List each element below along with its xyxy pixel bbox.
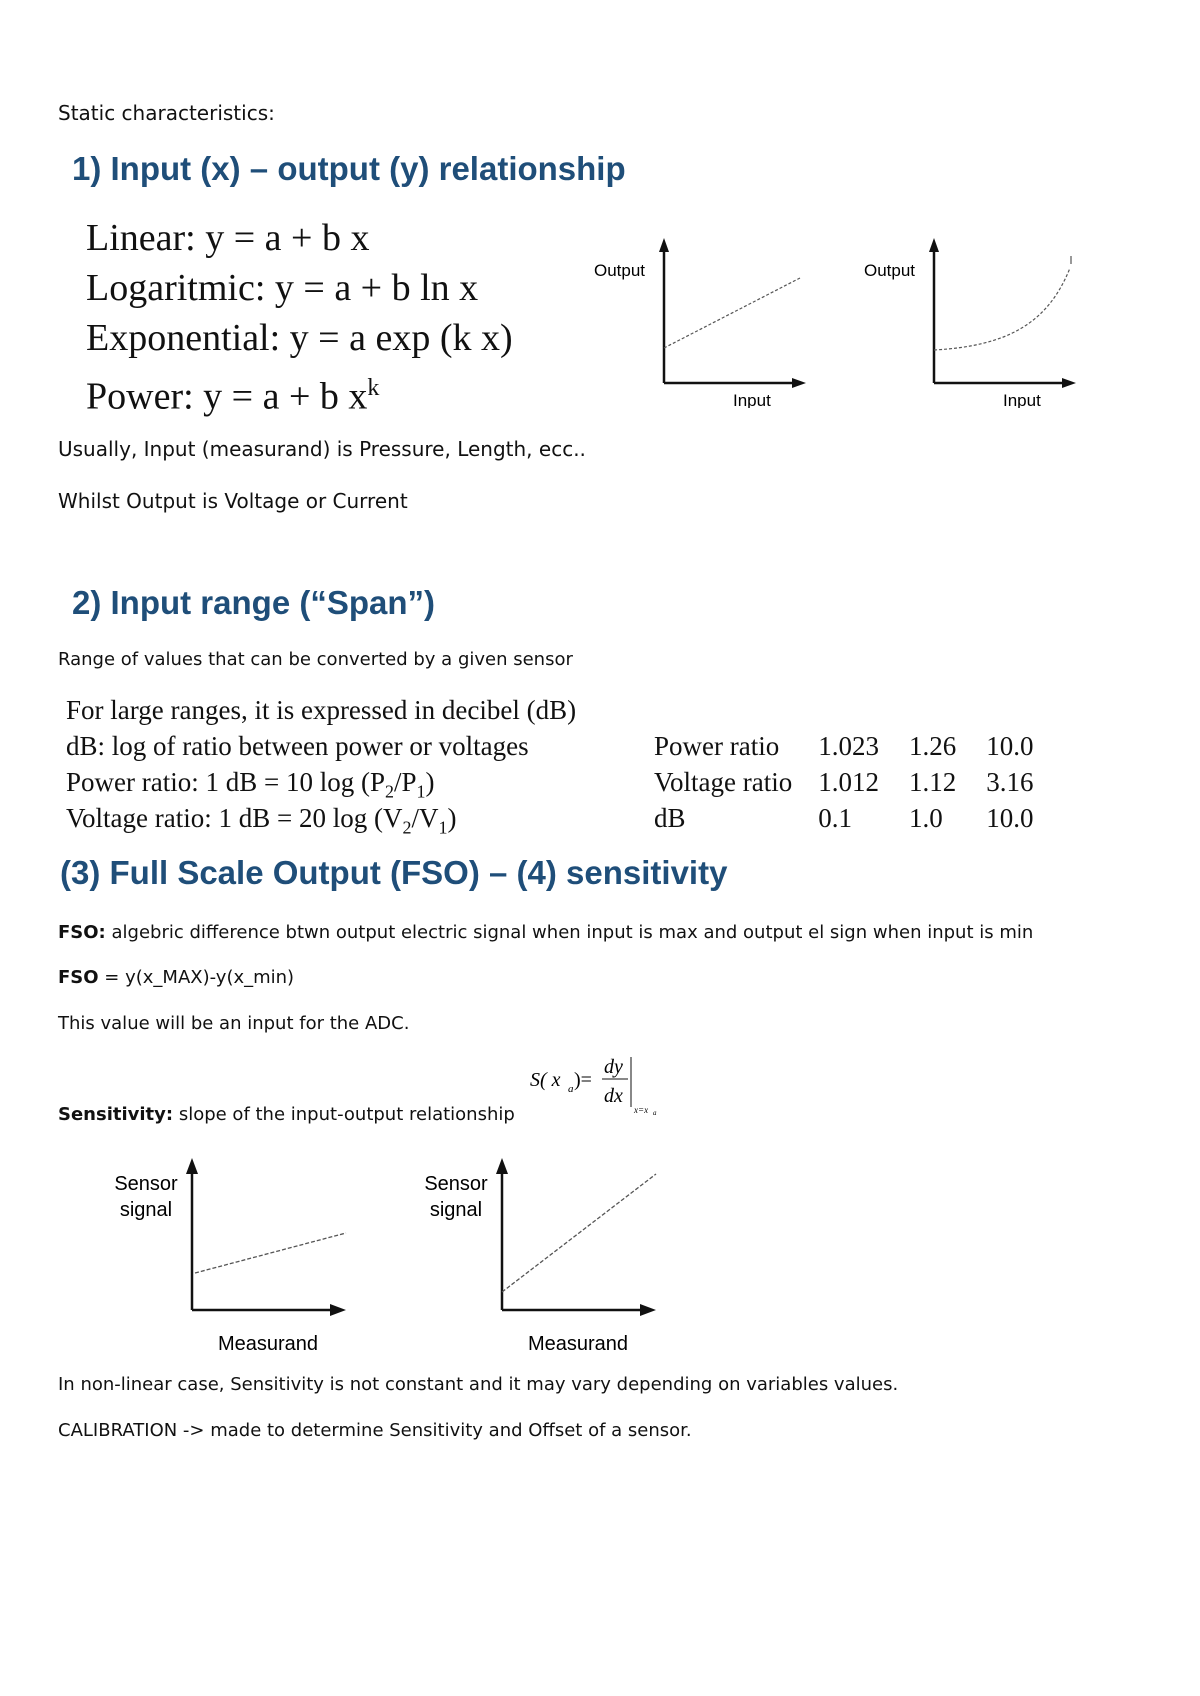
db-line-3-prefix: Power ratio: 1 dB = 10 log (P xyxy=(66,767,385,797)
ratio-table-row xyxy=(654,800,1063,836)
low-sensitivity-graph-svg xyxy=(100,1158,360,1358)
graph2-xlabel: Input xyxy=(1003,391,1041,408)
formula-lhs-sub: a xyxy=(568,1083,574,1095)
db-line-4 xyxy=(66,800,456,845)
section1-heading: 1) Input (x) – output (y) relationship xyxy=(72,150,626,187)
graph4-xlabel: Measurand xyxy=(527,1333,629,1355)
formula-lhs: S( x xyxy=(530,1069,561,1091)
formula-denominator: dx xyxy=(604,1085,623,1107)
note-input: Usually, Input (measurand) is Pressure, Length, ecc.. xyxy=(58,437,586,461)
linear-graph xyxy=(588,238,818,408)
ratio-cell: 1.012 xyxy=(818,766,879,797)
db-line-3-sub1: 2 xyxy=(384,781,394,802)
ratio-cell: 10.0 xyxy=(986,730,1034,761)
fso-text: algebric difference btwn output electric signal when input is max and output el sign when input is min xyxy=(105,922,1034,943)
fso-eq-label: FSO xyxy=(58,967,99,988)
db-line-4-sub2: 1 xyxy=(438,817,448,838)
high-sensitivity-graph-svg xyxy=(410,1158,670,1358)
equation-logarithmic: Logaritmic: y = a + b ln x xyxy=(86,267,479,309)
db-line-1: For large ranges, it is expressed in decibel (dB) xyxy=(66,695,577,725)
graph4-ylabel-2: signal xyxy=(429,1199,483,1221)
high-slope-line xyxy=(502,1174,656,1292)
nonlinear-note: In non-linear case, Sensitivity is not constant and it may vary depending on variables values. xyxy=(58,1374,899,1395)
ratio-table xyxy=(654,728,1063,836)
fso-definition xyxy=(58,922,1033,943)
section2-heading: 2) Input range (“Span”) xyxy=(72,584,435,621)
low-slope-line xyxy=(195,1233,346,1273)
sensitivity-formula xyxy=(528,1055,678,1115)
x-axis-arrow xyxy=(1062,378,1076,388)
ratio-cell: 10.0 xyxy=(986,802,1034,833)
formula-eval: x=x xyxy=(634,1105,649,1115)
sensitivity-definition xyxy=(58,1104,515,1125)
graph3-ylabel-1: Sensor xyxy=(114,1173,178,1195)
db-line-4-mid: /V xyxy=(411,803,439,833)
equation-linear: Linear: y = a + b x xyxy=(86,217,370,259)
db-line-2: dB: log of ratio between power or voltages xyxy=(66,731,529,761)
low-sensitivity-graph xyxy=(100,1158,360,1358)
sensitivity-formula-svg xyxy=(528,1055,678,1115)
ratio-row-label: Voltage ratio xyxy=(654,766,793,797)
x-axis-arrow xyxy=(330,1304,346,1316)
db-line-4-prefix: Voltage ratio: 1 dB = 20 log (V xyxy=(66,803,403,833)
sensitivity-label: Sensitivity: xyxy=(58,1104,174,1125)
exponential-graph-svg xyxy=(858,238,1098,408)
high-sensitivity-graph xyxy=(410,1158,670,1358)
graph1-ylabel: Output xyxy=(594,261,646,280)
adc-note: This value will be an input for the ADC. xyxy=(58,1013,410,1034)
db-line-3-mid: /P xyxy=(393,767,417,797)
y-axis-arrow xyxy=(496,1158,508,1174)
linear-graph-svg xyxy=(588,238,818,408)
formula-lhs-end: )= xyxy=(574,1069,592,1091)
sensitivity-text: slope of the input-output relationship xyxy=(173,1104,515,1125)
ratio-table-grid xyxy=(654,728,1063,836)
graph1-xlabel: Input xyxy=(733,391,771,408)
linear-curve xyxy=(664,278,800,348)
ratio-cell: 1.0 xyxy=(908,802,943,833)
y-axis-arrow xyxy=(186,1158,198,1174)
ratio-table-row xyxy=(654,728,1063,764)
formula-numerator: dy xyxy=(604,1056,623,1078)
exponential-curve xyxy=(934,268,1070,350)
ratio-cell: 1.26 xyxy=(908,730,957,761)
intro-text: Static characteristics: xyxy=(58,101,275,125)
equation-power xyxy=(86,363,379,422)
db-line-4-sub1: 2 xyxy=(402,817,412,838)
db-line-4-end: ) xyxy=(447,803,457,833)
equation-exponential: Exponential: y = a exp (k x) xyxy=(86,317,513,359)
graph2-ylabel: Output xyxy=(864,261,916,280)
ratio-cell: 1.12 xyxy=(908,766,957,797)
x-axis-arrow xyxy=(640,1304,656,1316)
section3-heading: (3) Full Scale Output (FSO) – (4) sensitivity xyxy=(60,854,728,891)
ratio-cell: 1.023 xyxy=(818,730,879,761)
span-description: Range of values that can be converted by a given sensor xyxy=(58,649,573,670)
ratio-row-label: Power ratio xyxy=(654,730,780,761)
y-axis-arrow xyxy=(929,238,939,252)
graph3-xlabel: Measurand xyxy=(217,1333,319,1355)
ratio-cell: 3.16 xyxy=(986,766,1034,797)
fso-equation xyxy=(58,967,294,988)
note-output: Whilst Output is Voltage or Current xyxy=(58,489,408,513)
calibration-note: CALIBRATION -> made to determine Sensitivity and Offset of a sensor. xyxy=(58,1420,692,1441)
y-axis-arrow xyxy=(659,238,669,252)
x-axis-arrow xyxy=(792,378,806,388)
fso-eq-text: = y(x_MAX)-y(x_min) xyxy=(98,967,295,988)
formula-eval-sub: a xyxy=(653,1109,657,1115)
db-line-3-sub2: 1 xyxy=(416,781,426,802)
exponential-graph xyxy=(858,238,1098,408)
equation-power-exponent: k xyxy=(367,375,380,401)
ratio-cell: 0.1 xyxy=(818,802,852,833)
equation-power-base: Power: y = a + b x xyxy=(86,375,368,418)
ratio-row-label: dB xyxy=(654,802,686,833)
ratio-table-row xyxy=(654,764,1063,800)
graph4-ylabel-1: Sensor xyxy=(424,1173,488,1195)
fso-label: FSO: xyxy=(58,922,106,943)
db-line-3-end: ) xyxy=(425,767,435,797)
graph3-ylabel-2: signal xyxy=(119,1199,173,1221)
